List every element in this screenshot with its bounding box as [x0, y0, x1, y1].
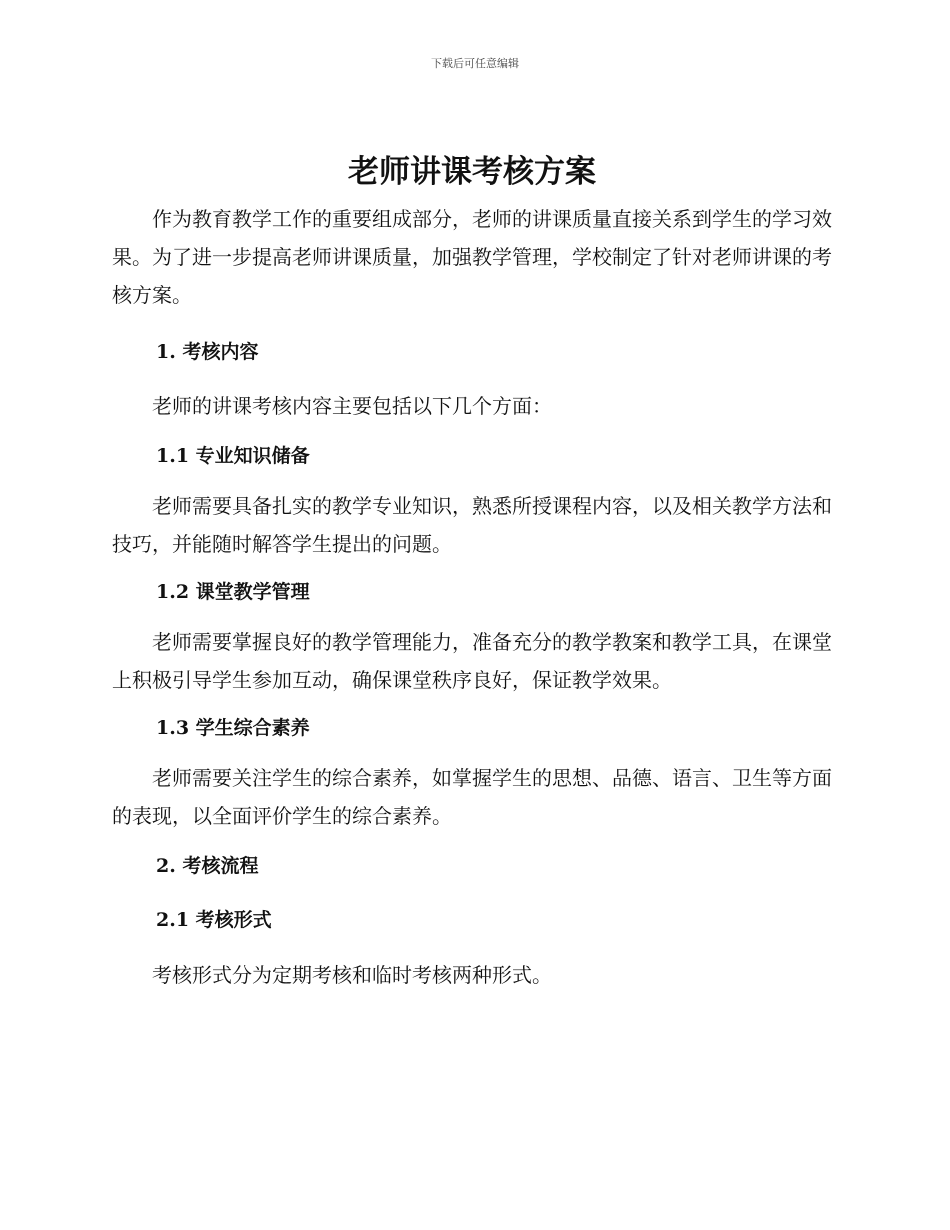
section-paragraph-2-1: 考核形式分为定期考核和临时考核两种形式。	[152, 963, 552, 987]
section-paragraph-1-1: 老师需要具备扎实的教学专业知识，熟悉所授课程内容，以及相关教学方法和技巧，并能随时解答学生提出的问题。	[112, 494, 832, 556]
section-paragraph-1-3: 老师需要关注学生的综合素养，如掌握学生的思想、品德、语言、卫生等方面的表现，以全面评价学生的综合素养。	[112, 766, 832, 828]
section-heading-1-3: 1.3 学生综合素养	[156, 717, 310, 739]
section-heading-1: 1. 考核内容	[156, 341, 259, 363]
header-note: 下载后可任意编辑	[431, 57, 519, 70]
intro-paragraph: 作为教育教学工作的重要组成部分，老师的讲课质量直接关系到学生的学习效果。为了进一步提高老师讲课质量，加强教学管理，学校制定了针对老师讲课的考核方案。	[112, 207, 832, 307]
section-heading-2: 2. 考核流程	[156, 855, 259, 877]
section-heading-1-2: 1.2 课堂教学管理	[156, 581, 310, 603]
section-paragraph-1-2: 老师需要掌握良好的教学管理能力，准备充分的教学教案和教学工具，在课堂上积极引导学生参加互动，确保课堂秩序良好，保证教学效果。	[112, 630, 832, 692]
document-title: 老师讲课考核方案	[348, 154, 596, 190]
section-heading-2-1: 2.1 考核形式	[156, 909, 272, 931]
section-paragraph-1: 老师的讲课考核内容主要包括以下几个方面：	[152, 394, 552, 418]
document-body	[112, 150, 832, 994]
section-heading-1-1: 1.1 专业知识储备	[156, 445, 310, 467]
